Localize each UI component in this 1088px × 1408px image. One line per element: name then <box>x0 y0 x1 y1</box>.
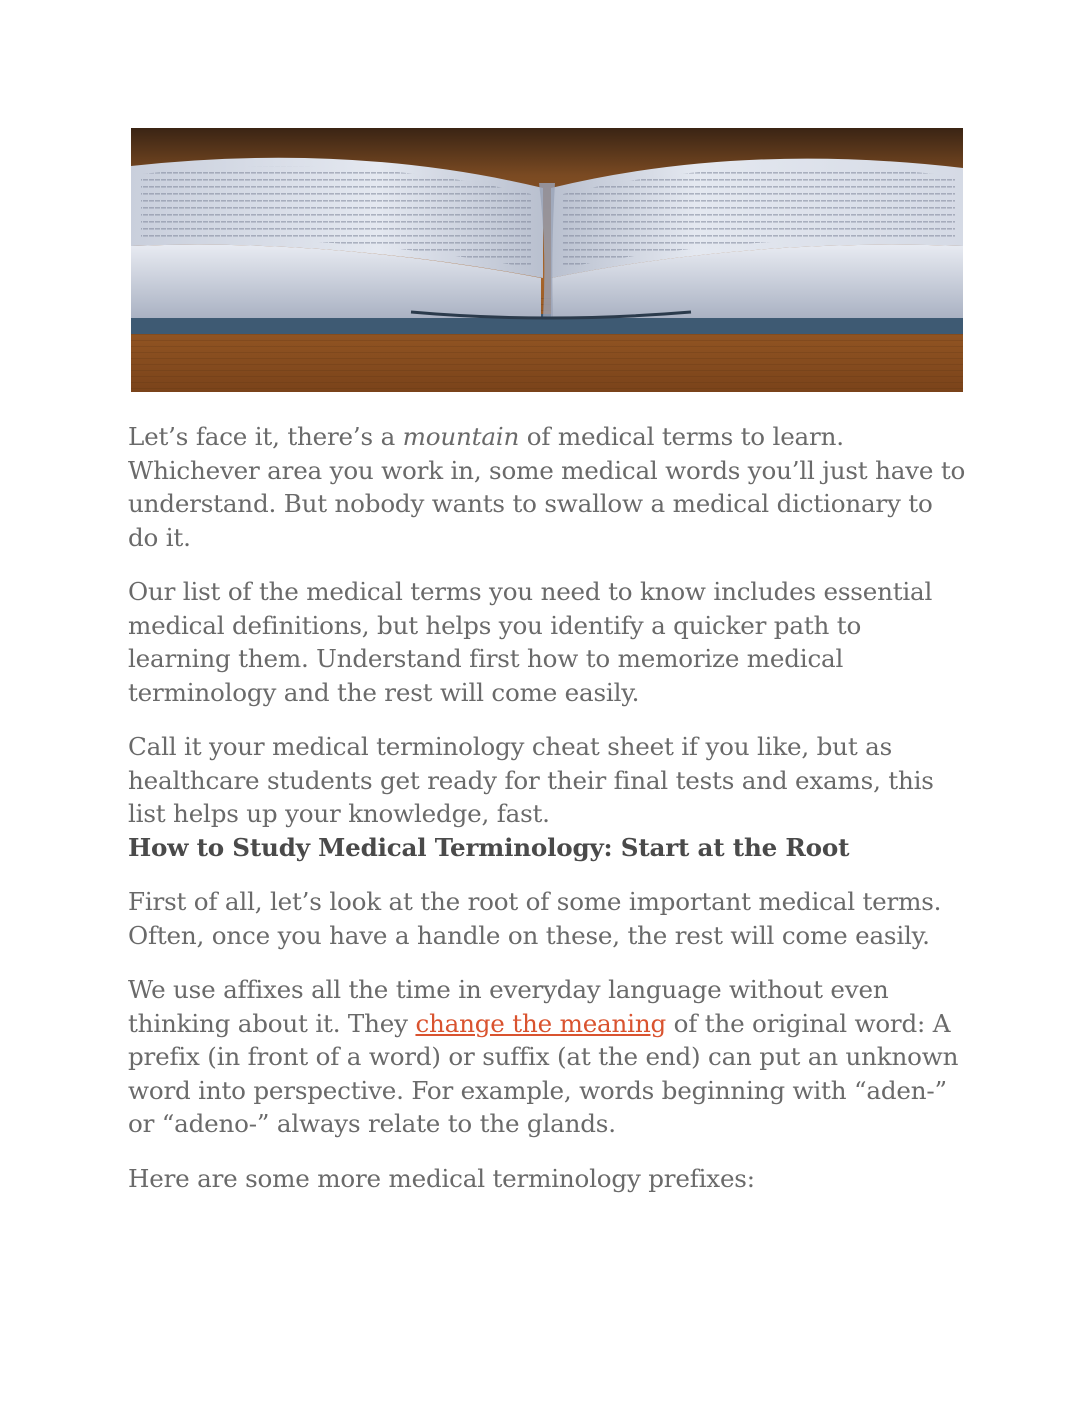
article-body <box>128 420 968 1216</box>
terms-list-paragraph: Our list of the medical terms you need to know includes essential medical definitions, but helps you identify a quicker path to learning them. Understand first how to memorize medical terminology and the rest will come easily. <box>128 577 933 707</box>
cheat-sheet-paragraph: Call it your medical terminology cheat sheet if you like, but as healthcare students get ready for their final tests and exams, this list helps up your knowledge, fast. <box>128 732 934 828</box>
open-book-icon <box>131 128 963 392</box>
hero-image <box>131 128 963 392</box>
prefixes-intro-paragraph: Here are some more medical terminology prefixes: <box>128 1163 755 1193</box>
intro-paragraph: Let’s face it, there’s a mountain of medical terms to learn. Whichever area you work in, some medical words you’ll just have to understand. But nobody wants to swallow a medical dictionary to do it. <box>128 422 966 552</box>
root-paragraph: First of all, let’s look at the root of some important medical terms. Often, once you have a handle on these, the rest will come easily. <box>128 887 942 950</box>
change-the-meaning-link[interactable]: change the meaning <box>415 1008 667 1038</box>
section-heading: How to Study Medical Terminology: Start at the Root <box>128 832 850 862</box>
emphasis-mountain: mountain <box>402 422 520 451</box>
affixes-paragraph: We use affixes all the time in everyday language without even thinking about it. They change the meaning of the original word: A prefix (in front of a word) or suffix (at the end) can put an unknown word into perspective. For example, words beginning with “aden-” or “adeno-” always relate to the glands. <box>128 975 959 1138</box>
